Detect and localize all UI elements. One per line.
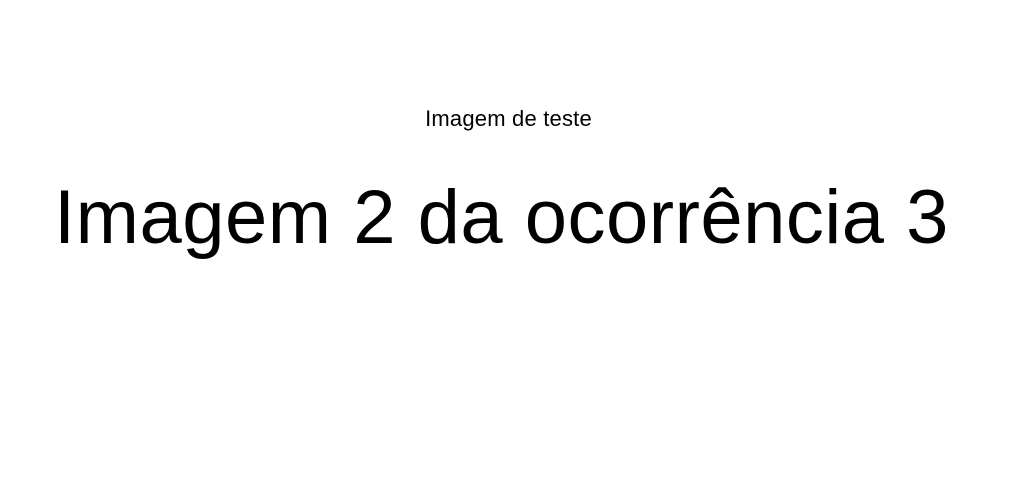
subtitle-text: Imagem de teste: [425, 106, 592, 131]
title-text: Imagem 2 da ocorrência 3: [54, 175, 949, 260]
